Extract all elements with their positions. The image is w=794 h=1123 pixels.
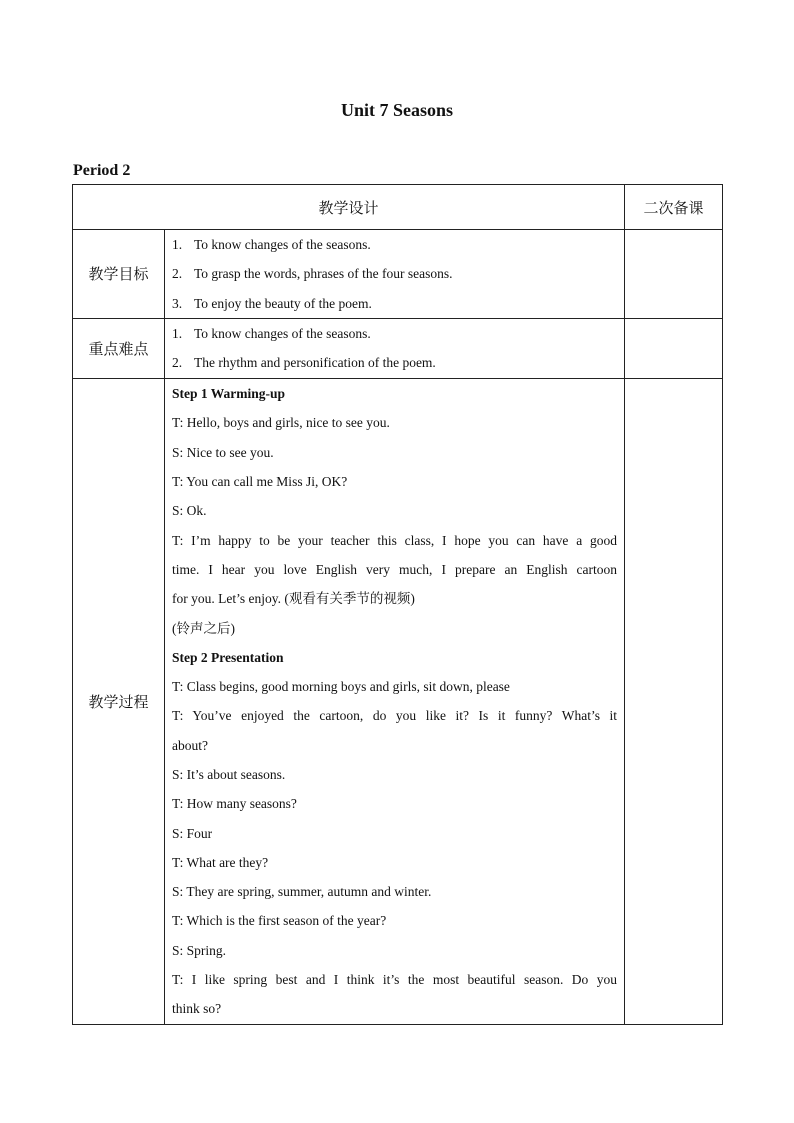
dialogue-line: T: What are they?	[172, 854, 269, 870]
key-points-label: 重点难点	[73, 318, 165, 378]
dialogue-line: T: Which is the first season of the year?	[172, 913, 387, 929]
header-row	[73, 185, 723, 230]
dialogue-line: for you. Let’s enjoy. (观看有关季节的视频)	[172, 591, 415, 607]
key-point-item: 2. The rhythm and personification of the poem.	[172, 355, 436, 371]
dialogue-line: S: Spring.	[172, 942, 227, 958]
dialogue-line: about?	[172, 737, 208, 753]
dialogue-line: S: Nice to see you.	[172, 444, 274, 460]
key-point-item: 1. To know changes of the seasons.	[172, 326, 371, 342]
process-notes-cell	[625, 378, 723, 1024]
dialogue-line: T: Class begins, good morning boys and girls, sit down, please	[172, 679, 510, 695]
process-row	[73, 378, 723, 1024]
dialogue-line: T: I like spring best and I think it’s the most beautiful season. Do you	[172, 972, 618, 988]
dialogue-line: T: How many seasons?	[172, 796, 297, 812]
key-points-notes-cell	[625, 318, 723, 378]
dialogue-line: T: You’ve enjoyed the cartoon, do you like it? Is it funny? What’s it	[172, 708, 618, 724]
period-heading: Period 2	[73, 162, 131, 179]
key-points-row	[73, 318, 723, 378]
dialogue-line: (铃声之后)	[172, 620, 235, 636]
step-heading: Step 1 Warming-up	[172, 386, 286, 402]
dialogue-line: T: You can call me Miss Ji, OK?	[172, 474, 348, 490]
document-title: Unit 7 Seasons	[340, 100, 454, 120]
dialogue-line: S: It’s about seasons.	[172, 766, 286, 782]
lesson-plan-table	[72, 184, 723, 1025]
objective-item: 2. To grasp the words, phrases of the four seasons.	[172, 266, 453, 282]
process-label: 教学过程	[73, 378, 165, 1024]
step-heading: Step 2 Presentation	[172, 649, 284, 665]
dialogue-line: S: Ok.	[172, 503, 207, 519]
objectives-label: 教学目标	[73, 230, 165, 319]
dialogue-line: S: They are spring, summer, autumn and winter.	[172, 884, 432, 900]
dialogue-line: T: I’m happy to be your teacher this class, I hope you can have a good	[172, 532, 618, 548]
objectives-notes-cell	[625, 230, 723, 319]
process-content	[165, 378, 625, 1024]
dialogue-line: S: Four	[172, 825, 213, 841]
dialogue-line: time. I hear you love English very much, I prepare an English cartoon	[172, 561, 618, 577]
dialogue-line: T: Hello, boys and girls, nice to see you.	[172, 415, 390, 431]
header-second-preparation: 二次备课	[625, 185, 723, 230]
objective-item: 3. To enjoy the beauty of the poem.	[172, 295, 372, 311]
dialogue-line: think so?	[172, 1001, 222, 1017]
header-teaching-design: 教学设计	[73, 185, 625, 230]
objectives-content	[165, 230, 625, 319]
objective-item: 1. To know changes of the seasons.	[172, 237, 371, 252]
objectives-row	[73, 230, 723, 319]
key-points-content	[165, 318, 625, 378]
